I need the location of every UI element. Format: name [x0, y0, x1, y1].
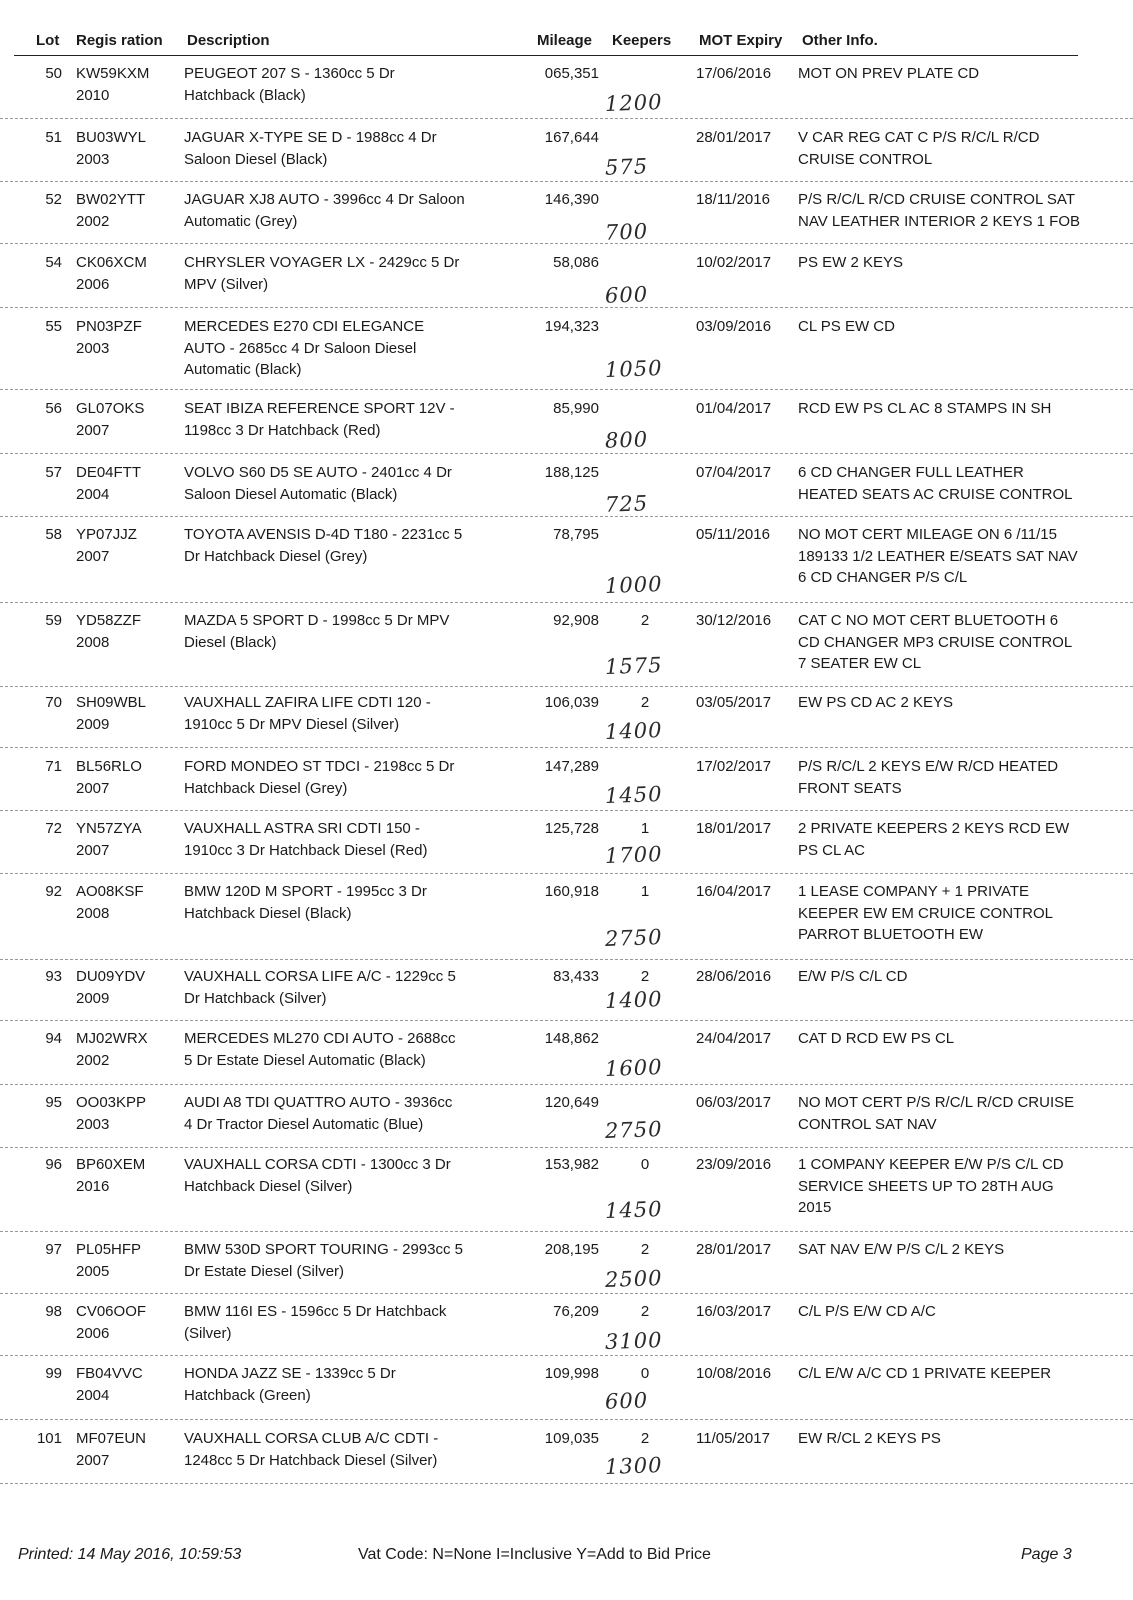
lot-number: 56 — [45, 400, 62, 417]
mileage: 065,351 — [544, 65, 599, 82]
lot-number: 51 — [45, 129, 62, 146]
mileage: 106,039 — [544, 694, 599, 711]
mot-expiry: 18/01/2017 — [696, 820, 772, 837]
handwritten-bid: 1000 — [604, 572, 663, 598]
registration: BP60XEM — [76, 1156, 146, 1173]
table-row — [0, 1154, 1133, 1232]
header-mileage: Mileage — [537, 32, 593, 49]
registration: CV06OOF — [76, 1303, 147, 1320]
registration-year: 2016 — [76, 1177, 110, 1195]
registration-year: 2007 — [76, 1451, 110, 1469]
mot-expiry: 23/09/2016 — [696, 1156, 772, 1173]
other-info-line: E/W P/S C/L CD — [798, 968, 908, 985]
registration: DU09YDV — [76, 968, 146, 985]
registration-year: 2008 — [76, 633, 110, 651]
handwritten-bid: 1200 — [604, 90, 663, 116]
lot-number: 94 — [45, 1030, 62, 1047]
lot-number: 99 — [45, 1365, 62, 1382]
table-row — [0, 316, 1133, 390]
table-row — [0, 462, 1133, 517]
description-line: BMW 116I ES - 1596cc 5 Dr Hatchback — [184, 1303, 447, 1320]
mot-expiry: 03/05/2017 — [696, 694, 772, 711]
description-line: SEAT IBIZA REFERENCE SPORT 12V - — [184, 400, 455, 417]
handwritten-bid: 1400 — [604, 718, 663, 744]
description-line: 5 Dr Estate Diesel Automatic (Black) — [184, 1051, 426, 1069]
mot-expiry: 01/04/2017 — [696, 400, 772, 417]
registration: YP07JJZ — [76, 526, 137, 543]
other-info-line: 1 LEASE COMPANY + 1 PRIVATE — [798, 883, 1030, 900]
header-rule — [14, 55, 1078, 56]
mileage: 146,390 — [544, 191, 599, 208]
lot-number: 72 — [45, 820, 62, 837]
description-line: TOYOTA AVENSIS D-4D T180 - 2231cc 5 — [184, 526, 463, 543]
description-line: FORD MONDEO ST TDCI - 2198cc 5 Dr — [184, 758, 455, 775]
handwritten-bid: 800 — [604, 427, 649, 453]
registration-year: 2007 — [76, 547, 110, 565]
table-row — [0, 252, 1133, 308]
mileage: 120,649 — [544, 1094, 599, 1111]
mileage: 194,323 — [544, 318, 599, 335]
description-line: 1910cc 3 Dr Hatchback Diesel (Red) — [184, 841, 428, 859]
description-line: VAUXHALL ZAFIRA LIFE CDTI 120 - — [184, 694, 431, 711]
table-row — [0, 1363, 1133, 1420]
lot-number: 59 — [45, 612, 62, 629]
other-info-line: C/L P/S E/W CD A/C — [798, 1303, 936, 1320]
handwritten-bid: 600 — [604, 1388, 649, 1414]
handwritten-bid: 1575 — [604, 653, 663, 679]
other-info-line: P/S R/C/L 2 KEYS E/W R/CD HEATED — [798, 758, 1059, 775]
keepers: 2 — [640, 1430, 650, 1447]
description-line: BMW 530D SPORT TOURING - 2993cc 5 — [184, 1241, 463, 1258]
header-keepers: Keepers — [612, 32, 672, 49]
lot-number: 70 — [45, 694, 62, 711]
description-line: PEUGEOT 207 S - 1360cc 5 Dr — [184, 65, 395, 82]
table-row — [0, 1301, 1133, 1356]
other-info-line: NO MOT CERT P/S R/C/L R/CD CRUISE — [798, 1094, 1075, 1111]
keepers: 1 — [640, 820, 650, 837]
registration-year: 2002 — [76, 1051, 110, 1069]
handwritten-bid: 700 — [604, 219, 649, 245]
page-number: Page 3 — [1021, 1546, 1072, 1563]
mileage: 153,982 — [544, 1156, 599, 1173]
other-info-line: CD CHANGER MP3 CRUISE CONTROL — [798, 633, 1073, 651]
other-info-line: CONTROL SAT NAV — [798, 1115, 937, 1133]
description-line: Hatchback Diesel (Silver) — [184, 1177, 353, 1195]
table-row — [0, 881, 1133, 960]
table-row — [0, 1239, 1133, 1294]
handwritten-bid: 1600 — [604, 1055, 663, 1081]
description-line: Hatchback Diesel (Black) — [184, 904, 352, 922]
handwritten-bid: 1400 — [604, 987, 663, 1013]
registration: MF07EUN — [76, 1430, 147, 1447]
handwritten-bid: 2750 — [604, 1117, 663, 1143]
lot-number: 101 — [36, 1430, 62, 1447]
description-line: JAGUAR X-TYPE SE D - 1988cc 4 Dr — [184, 129, 437, 146]
description-line: JAGUAR XJ8 AUTO - 3996cc 4 Dr Saloon — [184, 191, 465, 208]
handwritten-bid: 725 — [604, 491, 649, 517]
mot-expiry: 28/06/2016 — [696, 968, 772, 985]
registration: BW02YTT — [76, 191, 146, 208]
mot-expiry: 18/11/2016 — [696, 191, 770, 208]
mot-expiry: 16/04/2017 — [696, 883, 772, 900]
other-info-line: RCD EW PS CL AC 8 STAMPS IN SH — [798, 400, 1052, 417]
lot-number: 50 — [45, 65, 62, 82]
description-line: Hatchback (Black) — [184, 86, 306, 104]
lot-number: 95 — [45, 1094, 62, 1111]
other-info-line: 6 CD CHANGER FULL LEATHER — [798, 464, 1024, 481]
other-info-line: EW PS CD AC 2 KEYS — [798, 694, 954, 711]
registration: YD58ZZF — [76, 612, 142, 629]
mileage: 167,644 — [544, 129, 599, 146]
lot-number: 97 — [45, 1241, 62, 1258]
description-line: AUTO - 2685cc 4 Dr Saloon Diesel — [184, 339, 417, 357]
description-line: MERCEDES E270 CDI ELEGANCE — [184, 318, 425, 335]
other-info-line: CAT C NO MOT CERT BLUETOOTH 6 — [798, 612, 1059, 629]
other-info-line: CRUISE CONTROL — [798, 150, 933, 168]
lot-number: 92 — [45, 883, 62, 900]
mileage: 125,728 — [544, 820, 599, 837]
handwritten-bid: 575 — [604, 154, 649, 180]
mileage: 58,086 — [553, 254, 599, 271]
table-row — [0, 692, 1133, 748]
registration: KW59KXM — [76, 65, 150, 82]
description-line: VAUXHALL CORSA LIFE A/C - 1229cc 5 — [184, 968, 456, 985]
description-line: Hatchback Diesel (Grey) — [184, 779, 348, 797]
handwritten-bid: 1050 — [604, 356, 663, 382]
keepers: 0 — [640, 1365, 650, 1382]
printed-timestamp: Printed: 14 May 2016, 10:59:53 — [18, 1546, 242, 1563]
description-line: Diesel (Black) — [184, 633, 277, 651]
other-info-line: 1 COMPANY KEEPER E/W P/S C/L CD — [798, 1156, 1064, 1173]
other-info-line: V CAR REG CAT C P/S R/C/L R/CD — [798, 129, 1040, 146]
other-info-line: 7 SEATER EW CL — [798, 655, 922, 672]
keepers: 2 — [640, 612, 650, 629]
handwritten-bid: 1450 — [604, 1197, 663, 1223]
registration-year: 2007 — [76, 779, 110, 797]
table-row — [0, 818, 1133, 874]
lot-number: 54 — [45, 254, 62, 271]
registration: FB04VVC — [76, 1365, 143, 1382]
header-description: Description — [187, 32, 270, 49]
description-line: Dr Hatchback (Silver) — [184, 989, 327, 1007]
table-row — [0, 756, 1133, 811]
handwritten-bid: 1300 — [604, 1453, 663, 1479]
mot-expiry: 28/01/2017 — [696, 1241, 772, 1258]
handwritten-bid: 1450 — [604, 782, 663, 808]
lot-number: 93 — [45, 968, 62, 985]
handwritten-bid: 1700 — [604, 842, 663, 868]
description-line: VAUXHALL CORSA CDTI - 1300cc 3 Dr — [184, 1156, 451, 1173]
other-info-line: CAT D RCD EW PS CL — [798, 1030, 955, 1047]
registration: DE04FTT — [76, 464, 142, 481]
description-line: Hatchback (Green) — [184, 1386, 311, 1404]
keepers: 2 — [640, 694, 650, 711]
table-row — [0, 610, 1133, 687]
table-row — [0, 1428, 1133, 1484]
mot-expiry: 10/02/2017 — [696, 254, 772, 271]
handwritten-bid: 2750 — [604, 925, 663, 951]
other-info-line: HEATED SEATS AC CRUISE CONTROL — [798, 485, 1073, 503]
registration: PL05HFP — [76, 1241, 142, 1258]
mot-expiry: 28/01/2017 — [696, 129, 772, 146]
description-line: (Silver) — [184, 1324, 232, 1342]
mileage: 147,289 — [544, 758, 599, 775]
registration-year: 2004 — [76, 1386, 110, 1404]
description-line: BMW 120D M SPORT - 1995cc 3 Dr — [184, 883, 427, 900]
table-header — [0, 32, 1133, 54]
description-line: Saloon Diesel (Black) — [184, 150, 328, 168]
lot-number: 57 — [45, 464, 62, 481]
mileage: 208,195 — [544, 1241, 599, 1258]
other-info-line: FRONT SEATS — [798, 779, 902, 797]
handwritten-bid: 3100 — [604, 1328, 663, 1354]
registration-year: 2007 — [76, 421, 110, 439]
other-info-line: C/L E/W A/C CD 1 PRIVATE KEEPER — [798, 1365, 1052, 1382]
mot-expiry: 06/03/2017 — [696, 1094, 772, 1111]
mileage: 76,209 — [553, 1303, 599, 1320]
registration: PN03PZF — [76, 318, 142, 335]
mileage: 188,125 — [544, 464, 599, 481]
other-info-line: 6 CD CHANGER P/S C/L — [798, 569, 968, 586]
description-line: Dr Hatchback Diesel (Grey) — [184, 547, 368, 565]
other-info-line: 189133 1/2 LEATHER E/SEATS SAT NAV — [798, 547, 1078, 565]
description-line: VOLVO S60 D5 SE AUTO - 2401cc 4 Dr — [184, 464, 452, 481]
registration-year: 2005 — [76, 1262, 110, 1280]
header-mot-expiry: MOT Expiry — [699, 32, 783, 49]
table-row — [0, 1028, 1133, 1085]
registration: SH09WBL — [76, 694, 147, 711]
header-lot: Lot — [36, 32, 60, 49]
other-info-line: PARROT BLUETOOTH EW — [798, 926, 984, 943]
keepers: 2 — [640, 1303, 650, 1320]
registration: BU03WYL — [76, 129, 147, 146]
registration: AO08KSF — [76, 883, 144, 900]
description-line: 1910cc 5 Dr MPV Diesel (Silver) — [184, 715, 400, 733]
mileage: 85,990 — [553, 400, 599, 417]
description-line: Automatic (Black) — [184, 361, 302, 378]
description-line: 1248cc 5 Dr Hatchback Diesel (Silver) — [184, 1451, 438, 1469]
description-line: CHRYSLER VOYAGER LX - 2429cc 5 Dr — [184, 254, 460, 271]
keepers: 2 — [640, 1241, 650, 1258]
mot-expiry: 03/09/2016 — [696, 318, 772, 335]
registration: BL56RLO — [76, 758, 142, 775]
handwritten-bid: 2500 — [604, 1266, 663, 1292]
description-line: MERCEDES ML270 CDI AUTO - 2688cc — [184, 1030, 456, 1047]
lot-number: 98 — [45, 1303, 62, 1320]
registration-year: 2006 — [76, 275, 110, 293]
table-row — [0, 63, 1133, 119]
description-line: AUDI A8 TDI QUATTRO AUTO - 3936cc — [184, 1094, 453, 1111]
mileage: 109,035 — [544, 1430, 599, 1447]
table-row — [0, 398, 1133, 454]
registration-year: 2003 — [76, 150, 110, 168]
description-line: Automatic (Grey) — [184, 212, 298, 230]
lot-number: 52 — [45, 191, 62, 208]
header-other-info: Other Info. — [802, 32, 878, 49]
registration-year: 2004 — [76, 485, 110, 503]
other-info-line: SAT NAV E/W P/S C/L 2 KEYS — [798, 1241, 1005, 1258]
registration-year: 2009 — [76, 989, 110, 1007]
mot-expiry: 17/02/2017 — [696, 758, 772, 775]
registration-year: 2002 — [76, 212, 110, 230]
table-row — [0, 524, 1133, 603]
mileage: 148,862 — [544, 1030, 599, 1047]
other-info-line: NAV LEATHER INTERIOR 2 KEYS 1 FOB — [798, 212, 1081, 230]
description-line: 1198cc 3 Dr Hatchback (Red) — [184, 421, 381, 439]
registration: GL07OKS — [76, 400, 145, 417]
registration-year: 2003 — [76, 1115, 110, 1133]
description-line: 4 Dr Tractor Diesel Automatic (Blue) — [184, 1115, 424, 1133]
header-registration: Regis ration — [76, 32, 163, 49]
registration-year: 2009 — [76, 715, 110, 733]
other-info-line: CL PS EW CD — [798, 318, 895, 335]
table-row — [0, 1092, 1133, 1148]
registration: YN57ZYA — [76, 820, 142, 837]
description-line: Dr Estate Diesel (Silver) — [184, 1262, 345, 1280]
mileage: 92,908 — [553, 612, 599, 629]
mot-expiry: 30/12/2016 — [696, 612, 772, 629]
lot-number: 58 — [45, 526, 62, 543]
vat-code-legend: Vat Code: N=None I=Inclusive Y=Add to Bid Price — [358, 1546, 711, 1563]
other-info-line: 2015 — [798, 1199, 832, 1216]
keepers: 1 — [640, 883, 650, 900]
mot-expiry: 10/08/2016 — [696, 1365, 772, 1382]
other-info-line: SERVICE SHEETS UP TO 28TH AUG — [798, 1177, 1054, 1195]
lot-number: 71 — [45, 758, 62, 775]
mot-expiry: 17/06/2016 — [696, 65, 772, 82]
other-info-line: KEEPER EW EM CRUICE CONTROL — [798, 904, 1054, 922]
description-line: Saloon Diesel Automatic (Black) — [184, 485, 398, 503]
table-row — [0, 189, 1133, 244]
mot-expiry: 07/04/2017 — [696, 464, 772, 481]
registration: CK06XCM — [76, 254, 147, 271]
registration-year: 2006 — [76, 1324, 110, 1342]
description-line: VAUXHALL CORSA CLUB A/C CDTI - — [184, 1430, 439, 1447]
registration-year: 2008 — [76, 904, 110, 922]
table-row — [0, 127, 1133, 182]
registration-year: 2003 — [76, 339, 110, 357]
description-line: VAUXHALL ASTRA SRI CDTI 150 - — [184, 820, 420, 837]
other-info-line: P/S R/C/L R/CD CRUISE CONTROL SAT — [798, 191, 1075, 208]
description-line: MPV (Silver) — [184, 275, 269, 293]
lot-number: 55 — [45, 318, 62, 335]
other-info-line: NO MOT CERT MILEAGE ON 6 /11/15 — [798, 526, 1057, 543]
mileage: 83,433 — [553, 968, 599, 985]
other-info-line: MOT ON PREV PLATE CD — [798, 65, 980, 82]
mileage: 160,918 — [544, 883, 599, 900]
keepers: 2 — [640, 968, 650, 985]
other-info-line: PS EW 2 KEYS — [798, 254, 904, 271]
mileage: 109,998 — [544, 1365, 599, 1382]
mileage: 78,795 — [553, 526, 599, 543]
mot-expiry: 05/11/2016 — [696, 526, 770, 543]
description-line: MAZDA 5 SPORT D - 1998cc 5 Dr MPV — [184, 612, 450, 629]
mot-expiry: 24/04/2017 — [696, 1030, 772, 1047]
keepers: 0 — [640, 1156, 650, 1173]
other-info-line: EW R/CL 2 KEYS PS — [798, 1430, 941, 1447]
mot-expiry: 11/05/2017 — [696, 1430, 770, 1447]
handwritten-bid: 600 — [604, 282, 649, 308]
lot-number: 96 — [45, 1156, 62, 1173]
registration: MJ02WRX — [76, 1030, 148, 1047]
other-info-line: 2 PRIVATE KEEPERS 2 KEYS RCD EW — [798, 820, 1070, 837]
registration: OO03KPP — [76, 1094, 147, 1111]
registration-year: 2010 — [76, 86, 110, 104]
registration-year: 2007 — [76, 841, 110, 859]
table-row — [0, 966, 1133, 1021]
description-line: HONDA JAZZ SE - 1339cc 5 Dr — [184, 1365, 396, 1382]
mot-expiry: 16/03/2017 — [696, 1303, 772, 1320]
other-info-line: PS CL AC — [798, 841, 865, 859]
